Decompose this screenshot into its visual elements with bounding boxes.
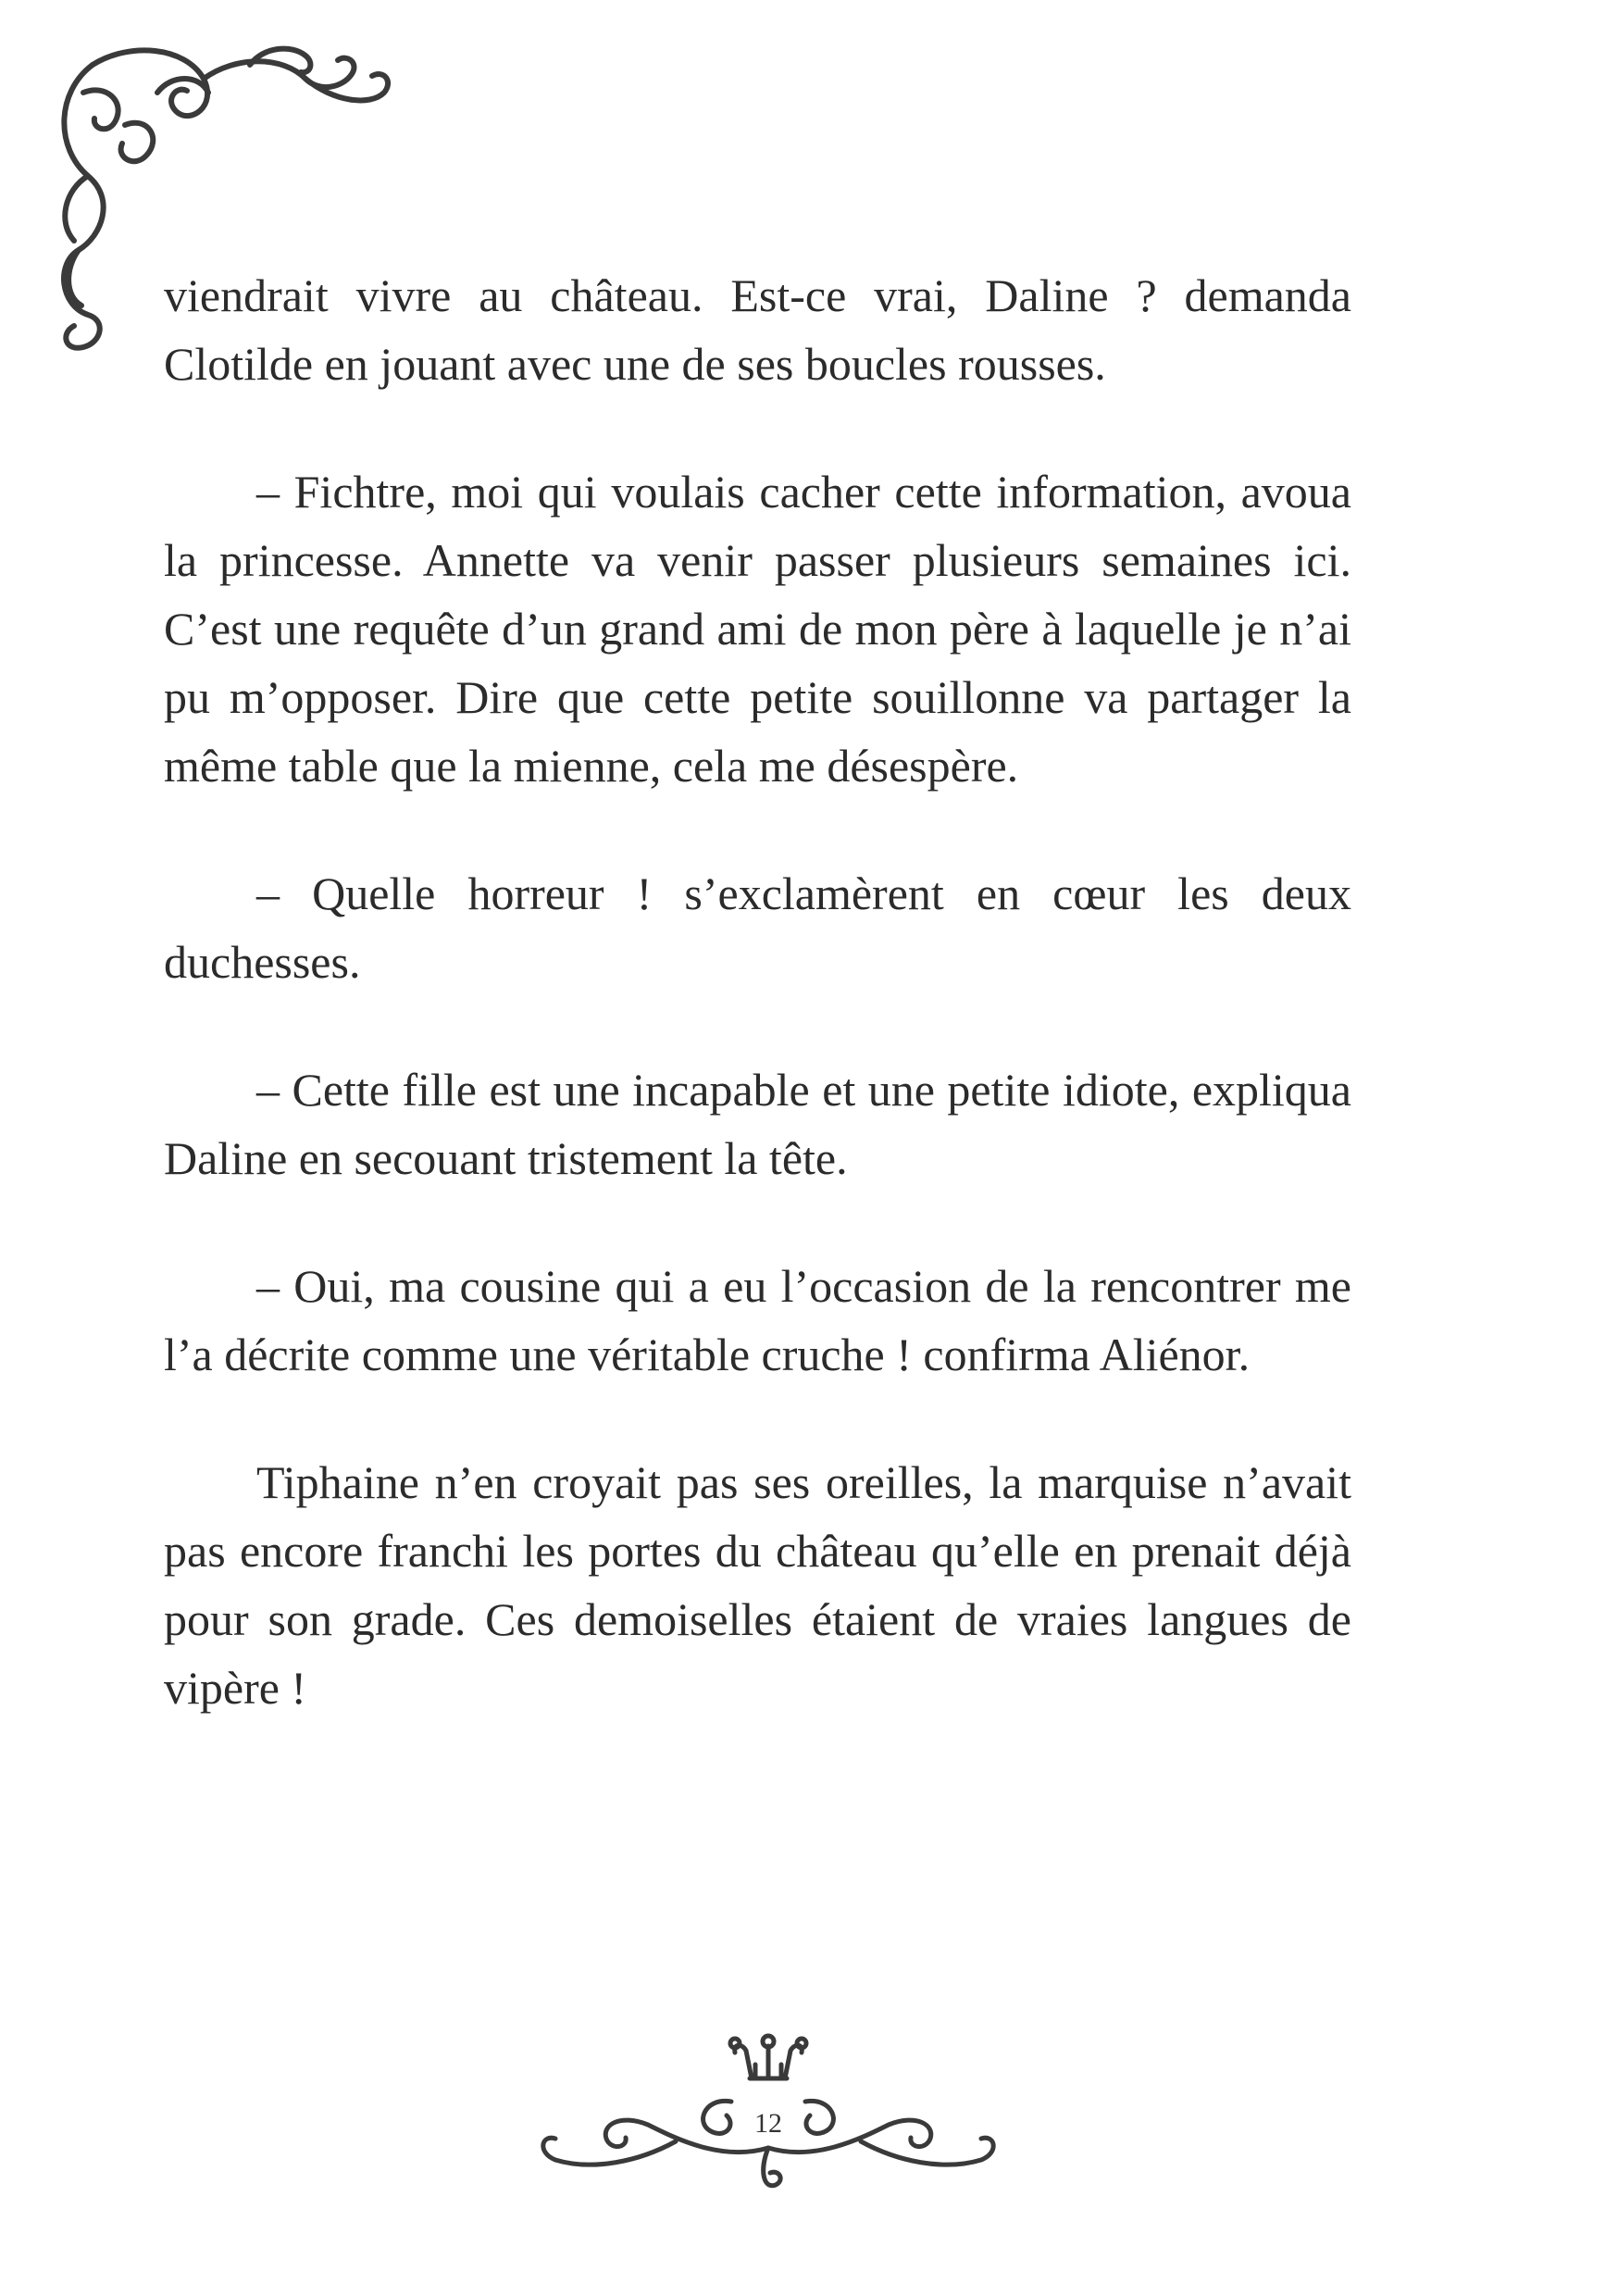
page-number: 12 [754,2108,782,2139]
page-text [164,261,1351,1781]
paragraph: – Quelle horreur ! s’exclamèrent en cœur les deux duchesses. [164,867,1351,988]
paragraph: Tiphaine n’en croyait pas ses oreilles, la marquise n’avait pas encore franchi les portes du château qu’elle en prenait déjà pour son grade. Ces demoiselles étaient de vraies langues de vipère ! [164,1456,1351,1714]
paragraph: – Cette fille est une incapable et une petite idiote, expliqua Daline en secouant tristement la tête. [164,1064,1351,1184]
paragraph: – Oui, ma cousine qui a eu l’occasion de la rencontrer me l’a décrite comme une véritable cruche ! confirma Aliénor. [164,1260,1351,1380]
paragraph: viendrait vivre au château. Est-ce vrai, Daline ? demanda Clotilde en jouant avec une de ses boucles rousses. [164,269,1351,390]
paragraph: – Fichtre, moi qui voulais cacher cette information, avoua la princesse. Annette va venir passer plusieurs semaines ici. C’est une requête d’un grand ami de mon père à laquelle je n’ai pu m’opposer. Dire que cette petite souillonne va partager la même table que la mienne, cela me désespère. [164,466,1351,792]
